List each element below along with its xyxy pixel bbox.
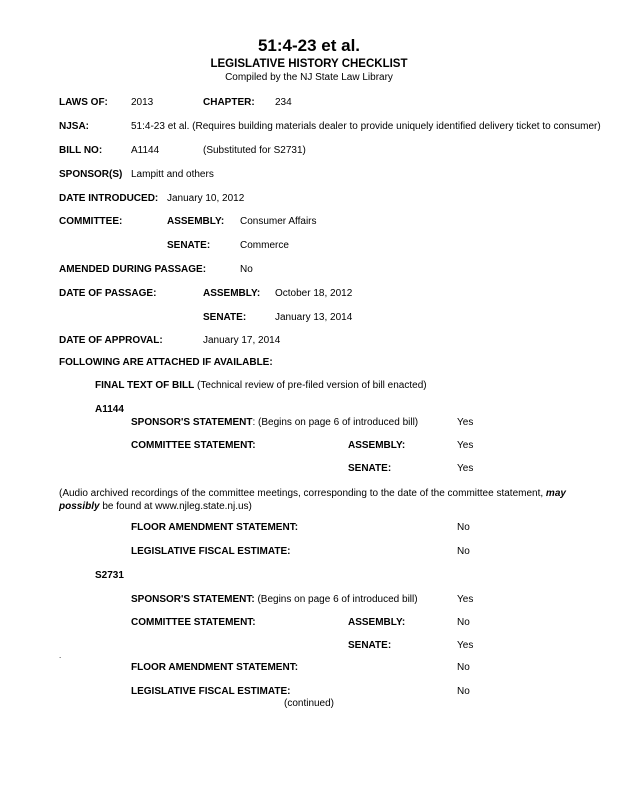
- a1144-sponsor-statement-note: : (Begins on page 6 of introduced bill): [252, 417, 419, 428]
- committee-assembly-label: ASSEMBLY:: [167, 216, 225, 227]
- date-of-approval-label: DATE OF APPROVAL:: [59, 335, 163, 346]
- a1144-fiscal-estimate-value: No: [457, 546, 470, 557]
- s2731-committee-statement-label: COMMITTEE STATEMENT:: [131, 617, 256, 628]
- amended-value: No: [240, 264, 253, 275]
- document-title: 51:4-23 et al.: [257, 36, 361, 55]
- laws-of-value: 2013: [131, 97, 154, 108]
- final-text-label: FINAL TEXT OF BILL: [95, 380, 195, 391]
- passage-senate-label: SENATE:: [203, 312, 247, 323]
- stray-dot: .: [59, 651, 62, 660]
- bill-no-note: (Substituted for S2731): [203, 145, 306, 156]
- audio-note-text: (Audio archived recordings of the committee meetings, corresponding to the date of the committee statement,: [59, 488, 546, 499]
- date-introduced-value: January 10, 2012: [167, 193, 245, 204]
- chapter-label: CHAPTER:: [203, 97, 255, 108]
- a1144-sponsor-statement-row: [131, 417, 418, 428]
- chapter-value: 234: [275, 97, 292, 108]
- passage-senate-value: January 13, 2014: [275, 312, 353, 323]
- s2731-fiscal-estimate-value: No: [457, 686, 470, 697]
- date-of-approval-value: January 17, 2014: [203, 335, 281, 346]
- document-subtitle: LEGISLATIVE HISTORY CHECKLIST: [210, 58, 408, 70]
- amended-label: AMENDED DURING PASSAGE:: [59, 264, 207, 275]
- audio-note-emphasis: may possibly: [59, 488, 566, 512]
- a1144-sponsor-statement-value: Yes: [457, 417, 474, 428]
- njsa-value: 51:4-23 et al. (Requires building materials dealer to provide uniquely identified delivery ticket to consumer): [131, 121, 601, 132]
- s2731-sponsor-statement-row: [131, 594, 418, 605]
- laws-of-label: LAWS OF:: [59, 97, 108, 108]
- s2731-committee-assembly-label: ASSEMBLY:: [348, 617, 406, 628]
- s2731-committee-assembly-value: No: [457, 617, 470, 628]
- s2731-heading: S2731: [95, 570, 124, 581]
- bill-no-label: BILL NO:: [59, 145, 103, 156]
- njsa-label: NJSA:: [59, 121, 90, 132]
- a1144-fiscal-estimate-label: LEGISLATIVE FISCAL ESTIMATE:: [131, 546, 291, 557]
- a1144-committee-senate-label: SENATE:: [348, 463, 392, 474]
- date-introduced-label: DATE INTRODUCED:: [59, 193, 159, 204]
- s2731-sponsor-statement-label: SPONSOR'S STATEMENT:: [131, 594, 255, 605]
- compiled-by: Compiled by the NJ State Law Library: [225, 72, 393, 83]
- committee-assembly-value: Consumer Affairs: [240, 216, 317, 227]
- sponsor-value: Lampitt and others: [131, 169, 214, 180]
- a1144-committee-assembly-value: Yes: [457, 440, 474, 451]
- attached-heading: FOLLOWING ARE ATTACHED IF AVAILABLE:: [59, 357, 273, 368]
- audio-archive-note: [59, 487, 569, 513]
- a1144-committee-statement-label: COMMITTEE STATEMENT:: [131, 440, 256, 451]
- a1144-committee-assembly-label: ASSEMBLY:: [348, 440, 406, 451]
- s2731-floor-amendment-label: FLOOR AMENDMENT STATEMENT:: [131, 662, 299, 673]
- s2731-committee-senate-label: SENATE:: [348, 640, 392, 651]
- passage-assembly-value: October 18, 2012: [275, 288, 353, 299]
- s2731-floor-amendment-value: No: [457, 662, 470, 673]
- final-text-note: (Technical review of pre-filed version of bill enacted): [197, 380, 427, 391]
- final-text-row: [95, 380, 427, 391]
- committee-senate-value: Commerce: [240, 240, 289, 251]
- a1144-sponsor-statement-label: SPONSOR'S STATEMENT: [131, 417, 253, 428]
- a1144-committee-senate-value: Yes: [457, 463, 474, 474]
- audio-note-text-end: be found at www.njleg.state.nj.us): [99, 501, 252, 512]
- date-of-passage-label: DATE OF PASSAGE:: [59, 288, 157, 299]
- bill-no-value: A1144: [131, 145, 160, 156]
- a1144-floor-amendment-label: FLOOR AMENDMENT STATEMENT:: [131, 522, 299, 533]
- continued-footer: (continued): [283, 698, 335, 709]
- sponsor-label: SPONSOR(S): [59, 169, 123, 180]
- a1144-heading: A1144: [95, 404, 124, 415]
- s2731-sponsor-statement-note: (Begins on page 6 of introduced bill): [254, 594, 418, 605]
- s2731-sponsor-statement-value: Yes: [457, 594, 474, 605]
- committee-senate-label: SENATE:: [167, 240, 211, 251]
- s2731-committee-senate-value: Yes: [457, 640, 474, 651]
- committee-label: COMMITTEE:: [59, 216, 123, 227]
- s2731-fiscal-estimate-label: LEGISLATIVE FISCAL ESTIMATE:: [131, 686, 291, 697]
- passage-assembly-label: ASSEMBLY:: [203, 288, 261, 299]
- a1144-floor-amendment-value: No: [457, 522, 470, 533]
